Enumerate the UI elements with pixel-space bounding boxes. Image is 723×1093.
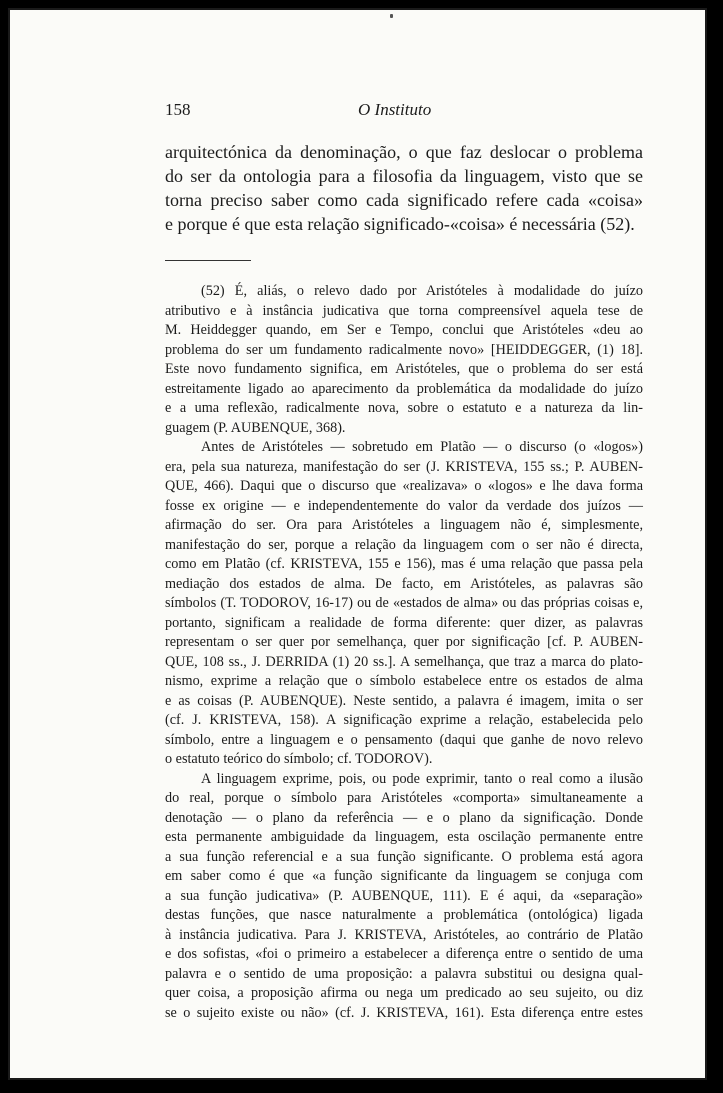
main-line: arquitectónica da denominação, o que faz deslocar o problema <box>165 142 643 162</box>
main-line: do ser da ontologia para a filosofia da linguagem, visto que se <box>165 166 643 186</box>
footnote-line: denotação — o plano da referência — e o plano da significação. Donde <box>165 809 643 826</box>
footnote-line: guagem (P. AUBENQUE, 368). <box>165 419 346 436</box>
footnote-line: do real, porque o símbolo para Aristóteles «comporta» simultaneamente a <box>165 790 643 806</box>
footnote-line: e dos sofistas, «foi o primeiro a estabelecer a diferença entre o sentido de uma <box>165 946 643 962</box>
footnote-line: símbolo, entre a linguagem e o pensamento (daqui que ganhe de novo relevo <box>165 731 643 748</box>
footnote-52 <box>165 282 643 1023</box>
footnote-line: afirmação do ser. Ora para Aristóteles a linguagem não é, simplesmente, <box>165 517 643 533</box>
footnote-line: como em Platão (cf. KRISTEVA, 155 e 156), mas é uma relação que passa pela <box>165 556 643 572</box>
main-line: torna preciso saber como cada significado refere cada «coisa» <box>165 190 643 210</box>
footnote-line: destas funções, que nasce naturalmente a problemática (ontológica) ligada <box>165 907 643 923</box>
footnote-line: portanto, significam a realidade de forma diferente: quer dizer, as palavras <box>165 614 643 631</box>
footnote-line: quer coisa, a proposição afirma ou nega um predicado ao seu sujeito, ou diz <box>165 985 643 1001</box>
running-title: O Instituto <box>358 100 432 119</box>
footnote-line: Este novo fundamento significa, em Aristóteles, que o problema do ser está <box>165 361 643 377</box>
footnote-line: a sua função judicativa» (P. AUBENQUE, 111). E é aqui, da «separação» <box>165 887 643 904</box>
footnote-line: e as coisas (P. AUBENQUE). Neste sentido, a palavra é imagem, imita o ser <box>165 692 643 709</box>
footnote-line: e a uma reflexão, radicalmente nova, sobre o estatuto e a natureza da lin- <box>165 400 643 416</box>
footnote-line: nismo, exprime a relação que o símbolo estabelece entre os estados de alma <box>165 673 643 689</box>
footnote-line: palavra e o sentido de uma proposição: a palavra substitui ou designa qual- <box>165 965 643 982</box>
page-number: 158 <box>165 100 191 119</box>
footnote-line: representam o ser quer por semelhança, quer por significação [cf. P. AUBEN- <box>165 634 643 650</box>
book-page <box>8 8 707 1080</box>
main-line: e porque é que esta relação significado-«coisa» é necessária (52). <box>165 214 635 234</box>
footnote-line: era, pela sua natureza, manifestação do ser (J. KRISTEVA, 155 ss.; P. AUBEN- <box>165 458 643 475</box>
footnote-line: a sua função referencial e a sua função significante. O problema está agora <box>165 848 643 865</box>
footnote-divider <box>165 260 251 261</box>
footnote-line: o estatuto teórico do símbolo; cf. TODOROV). <box>165 751 433 767</box>
footnote-line: A linguagem exprime, pois, ou pode exprimir, tanto o real como a ilusão <box>201 770 643 787</box>
footnote-line: mediação dos estados de alma. De facto, em Aristóteles, as palavras são <box>165 575 643 592</box>
footnote-line: (cf. J. KRISTEVA, 158). A significação exprime a relação, estabelecida pelo <box>165 712 643 728</box>
footnote-line: (52) É, aliás, o relevo dado por Aristóteles à modalidade do juízo <box>201 283 643 299</box>
footnote-line: M. Heiddegger quando, em Ser e Tempo, conclui que Aristóteles «deu ao <box>165 322 643 338</box>
footnote-line: problema do ser um fundamento radicalmente novo» [HEIDDEGGER, (1) 18]. <box>165 341 643 358</box>
footnote-line: estreitamente ligado ao aparecimento da problemática da modalidade do juízo <box>165 380 643 397</box>
footnote-line: Antes de Aristóteles — sobretudo em Platão — o discurso (o «logos») <box>201 439 643 455</box>
footnote-line: em saber como é que «a função significante da linguagem se conjuga com <box>165 868 643 884</box>
footnote-line: QUE, 466). Daqui que o discurso que «realizava» o «logos» e lhe dava forma <box>165 478 643 494</box>
main-text <box>165 140 643 236</box>
footnote-line: se o sujeito existe ou não» (cf. J. KRISTEVA, 161). Esta diferença entre estes <box>165 1004 643 1021</box>
footnote-line: fosse ex origine — e independentemente do valor da verdade dos juízos — <box>165 497 643 514</box>
footnote-line: símbolos (T. TODOROV, 16-17) ou de «estados de alma» ou das próprias coisas e, <box>165 595 643 611</box>
footnote-line: QUE, 108 ss., J. DERRIDA (1) 20 ss.]. A semelhança, que traz a marca do plato- <box>165 653 643 670</box>
footnote-line: à instância judicativa. Para J. KRISTEVA, Aristóteles, ao contrário de Platão <box>165 926 643 943</box>
footnote-line: atributivo e à instância judicativa que torna compreensível aquela tese de <box>165 302 643 319</box>
footnote-line: manifestação do ser, porque a relação da linguagem com o ser não é directa, <box>165 536 643 553</box>
footnote-line: esta permanente ambiguidade da linguagem, esta oscilação permanente entre <box>165 829 643 845</box>
scan-speck <box>390 14 393 18</box>
